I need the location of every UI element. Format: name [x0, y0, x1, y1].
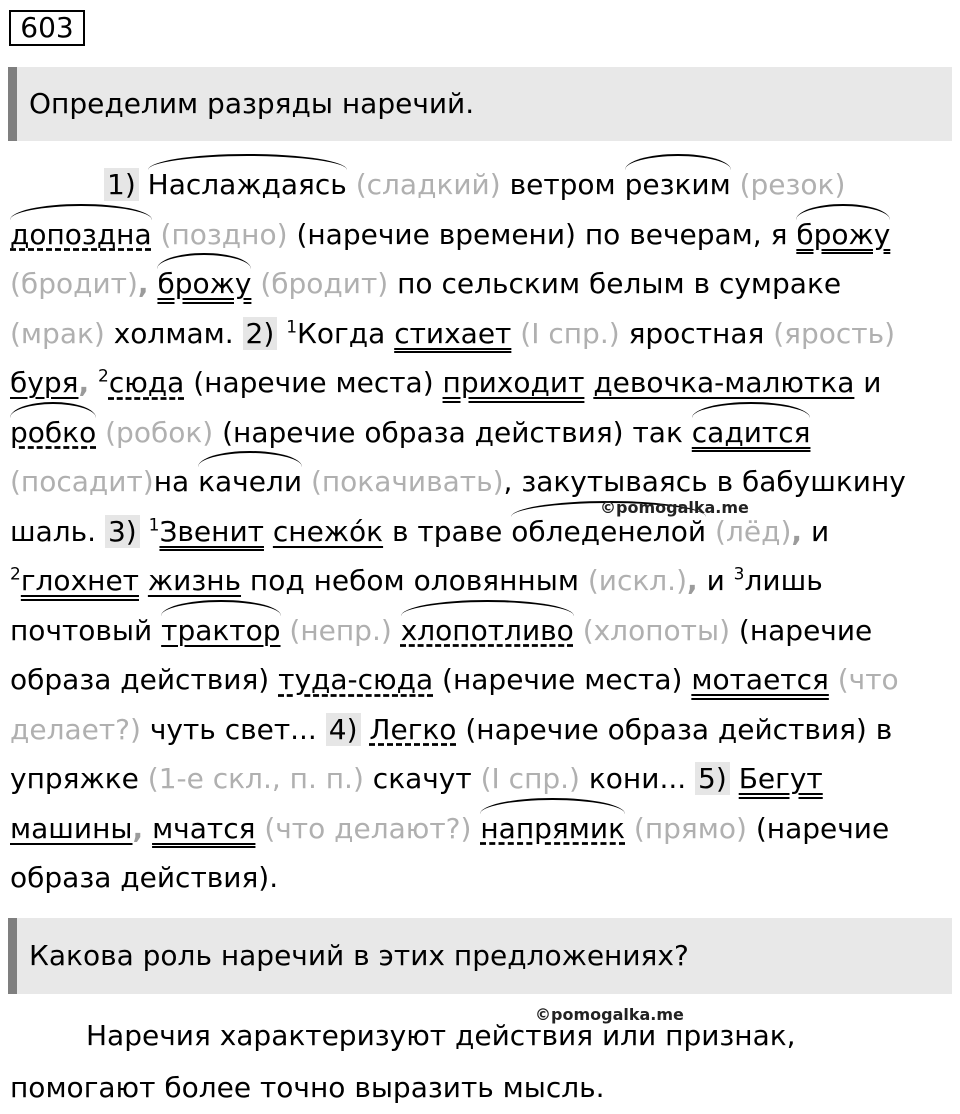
predicate: глохнет: [20, 564, 139, 597]
answer-line-2: [10, 1062, 950, 1114]
note: (наречие: [755, 811, 890, 845]
word: на: [153, 465, 190, 498]
subject: снежо́к: [272, 514, 384, 548]
note: (бродит): [260, 267, 389, 300]
note: (I спр.): [480, 762, 580, 795]
punctuation: ,: [137, 267, 149, 300]
word: качели: [198, 457, 302, 507]
clause-index: 2: [10, 564, 21, 585]
predicate: мчатся: [152, 811, 256, 845]
text-line-14: [10, 804, 950, 854]
answer-sentence: Наречия характеризуют действия или признак,: [86, 1019, 796, 1052]
text-line-2: [10, 210, 950, 260]
note: образа действия).: [10, 861, 279, 894]
adverb: Легко: [369, 712, 457, 746]
sentence-number: 5): [695, 762, 730, 795]
text-line-8: [10, 507, 950, 557]
note: (наречие места): [193, 366, 434, 399]
text-line-4: [10, 309, 950, 359]
subject: буря: [10, 366, 79, 399]
text: (наречие времени) по вечерам, я: [296, 217, 788, 251]
word: упряжке: [10, 762, 139, 795]
text-line-15: [10, 853, 950, 903]
punctuation: ,: [687, 564, 698, 597]
subject: трактор: [161, 606, 280, 656]
word: кони...: [588, 762, 687, 795]
note: (что делают?): [264, 811, 472, 845]
punctuation: ,: [78, 366, 90, 399]
predicate: Звенит: [159, 514, 264, 548]
task-heading: Определим разряды наречий.: [8, 67, 952, 141]
note: (посадит): [10, 465, 154, 498]
text-line-12: [10, 705, 950, 755]
word: лишь: [744, 564, 823, 597]
text-line-6: [10, 408, 950, 458]
predicate: садится: [692, 408, 811, 458]
answer-line-1: [10, 1010, 950, 1062]
text: в траве: [391, 514, 503, 548]
note: (I спр.): [520, 316, 620, 350]
note: (поздно): [160, 217, 288, 251]
text-line-13: [10, 754, 950, 804]
subject: машины: [10, 811, 133, 845]
text-line-1: [10, 160, 950, 210]
text: (наречие образа действия) так: [222, 415, 683, 449]
word: и: [863, 366, 882, 399]
text-line-9: [10, 556, 950, 606]
sentence-number: 4): [326, 713, 361, 746]
note: (наречие: [738, 613, 873, 647]
note: (прямо): [633, 811, 747, 845]
punctuation: ,: [132, 811, 144, 845]
word: и: [810, 514, 830, 548]
note: (бродит): [10, 267, 138, 300]
adverb: туда-сюда: [278, 663, 434, 696]
note: (резок): [739, 168, 846, 201]
text-line-11: [10, 655, 950, 705]
predicate: мотается: [691, 663, 829, 696]
exercise-number: 603: [9, 10, 85, 46]
note: (лёд): [715, 514, 792, 548]
word: ветром: [509, 168, 616, 201]
word: холмам.: [113, 316, 234, 350]
adverb: хлопотливо: [401, 606, 574, 656]
word: резким: [625, 160, 731, 210]
note: (непр.): [289, 613, 392, 647]
note: (сладкий): [355, 168, 501, 201]
note: делает?): [10, 712, 141, 746]
word: шаль.: [10, 514, 97, 548]
note: (наречие образа действия) в: [465, 712, 893, 746]
text: по сельским белым в: [397, 267, 711, 300]
watermark: ©pomogalka.me: [600, 498, 749, 517]
word: почтовый: [10, 613, 153, 647]
clause-index: 2: [98, 366, 109, 387]
sentence-number: 1): [104, 168, 139, 201]
question-heading: Какова роль наречий в этих предложениях?: [8, 918, 952, 994]
clause-index: 1: [286, 317, 298, 338]
word: яростная: [628, 316, 765, 350]
note: (мрак): [10, 316, 105, 350]
note: (хлопоты): [582, 613, 730, 647]
text-line-7: [10, 457, 950, 507]
note: (что: [837, 663, 899, 696]
sentence-number: 2): [243, 317, 278, 350]
predicate: Бегут: [738, 762, 823, 795]
text: чуть свет...: [149, 712, 317, 746]
watermark: ©pomogalka.me: [535, 1005, 684, 1024]
text-line-3: [10, 259, 950, 309]
note: образа действия): [10, 663, 270, 696]
word: и: [706, 564, 725, 597]
text: под небом: [249, 564, 405, 597]
note: (наречие места): [442, 663, 683, 696]
predicate: стихает: [394, 316, 512, 350]
word: Когда: [297, 316, 386, 350]
word: обледенелой: [511, 507, 706, 557]
punctuation: ,: [791, 514, 803, 548]
word: Наслаждаясь: [148, 160, 347, 210]
exercise-text: [10, 160, 950, 903]
text: , закутываясь в бабушкину: [503, 465, 906, 498]
predicate: брожу: [157, 259, 251, 309]
note: (ярость): [773, 316, 896, 350]
subject: жизнь: [147, 564, 242, 597]
adverb: сюда: [108, 366, 185, 399]
predicate: брожу: [796, 210, 890, 260]
note: (1-е скл., п. п.): [147, 762, 364, 795]
subject: девочка-малютка: [593, 366, 855, 399]
sentence-number: 3): [105, 515, 140, 548]
adverb: допоздна: [10, 210, 152, 260]
adverb: напрямик: [480, 804, 625, 854]
text-line-10: [10, 606, 950, 656]
word: оловянным: [413, 564, 579, 597]
answer-sentence: помогают более точно выразить мысль.: [10, 1071, 605, 1104]
text-line-5: [10, 358, 950, 408]
clause-index: 3: [733, 564, 745, 585]
clause-index: 1: [148, 515, 160, 536]
note: (покачивать): [310, 465, 504, 498]
note: (искл.): [587, 564, 688, 597]
word: сумраке: [718, 267, 842, 300]
word: скачут: [372, 762, 472, 795]
note: (робок): [105, 415, 214, 449]
answer-text: [10, 1010, 950, 1114]
predicate: приходит: [442, 366, 585, 399]
adverb: робко: [10, 408, 96, 458]
